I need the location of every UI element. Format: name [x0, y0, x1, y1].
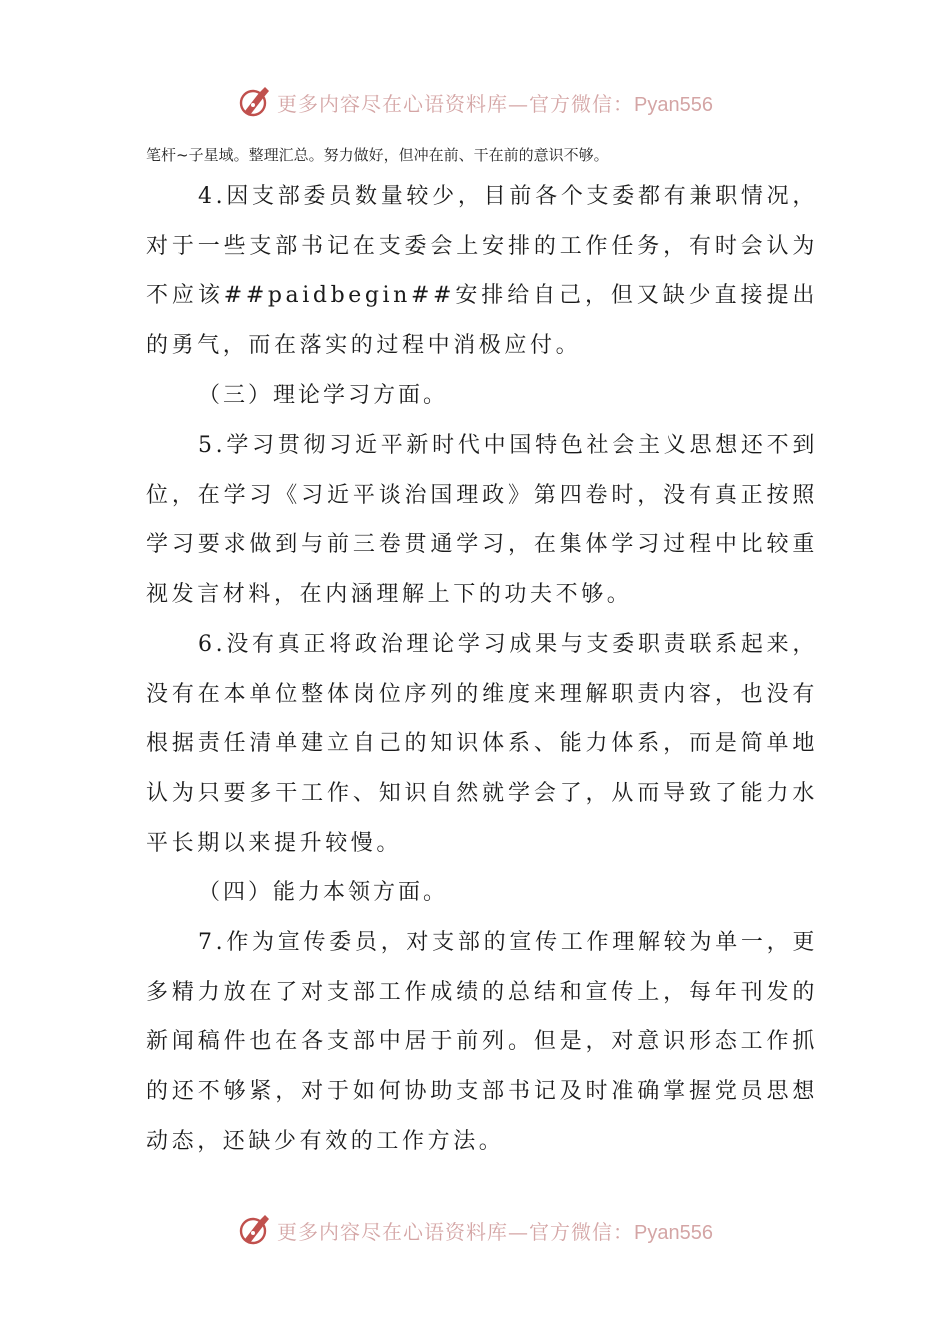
- continuation-line: 笔杆~子星域。整理汇总。努力做好，但冲在前、干在前的意识不够。: [146, 146, 609, 164]
- section-heading-ability: （四）能力本领方面。: [198, 880, 449, 905]
- footer-banner: [0, 1210, 950, 1250]
- pen-nib-circle-icon: [237, 84, 273, 120]
- banner-text: 更多内容尽在心语资料库—官方微信：Pyan556: [277, 91, 713, 116]
- paragraph-5: 5.学习贯彻习近平新时代中国特色社会主义思想还不到位，在学习《习近平谈治国理政》第四卷时，没有真正按照学习要求做到与前三卷贯通学习，在集体学习过程中比较重视发言材料，在内涵理解上下的功夫不够。: [146, 433, 818, 608]
- header-banner: [0, 82, 950, 122]
- paragraph-6: 6.没有真正将政治理论学习成果与支委职责联系起来，没有在本单位整体岗位序列的维度来理解职责内容，也没有根据责任清单建立自己的知识体系、能力体系，而是简单地认为只要多干工作、知识自然就学会了，从而导致了能力水平长期以来提升较慢。: [146, 632, 818, 856]
- pen-nib-circle-icon: [237, 1212, 273, 1248]
- paragraph-7: 7.作为宣传委员，对支部的宣传工作理解较为单一，更多精力放在了对支部工作成绩的总结和宣传上，每年刊发的新闻稿件也在各支部中居于前列。但是，对意识形态工作抓的还不够紧，对于如何协助支部书记及时准确掌握党员思想动态，还缺少有效的工作方法。: [146, 930, 818, 1154]
- wechat-id: Pyan556: [634, 93, 713, 116]
- section-heading-theory: （三）理论学习方面。: [198, 383, 449, 408]
- paragraph-4: 4.因支部委员数量较少，目前各个支委都有兼职情况，对于一些支部书记在支委会上安排的工作任务，有时会认为不应该##paidbegin##安排给自己，但又缺少直接提出的勇气，而在落实的过程中消极应付。: [146, 184, 818, 359]
- banner-text: 更多内容尽在心语资料库—官方微信：Pyan556: [277, 1219, 713, 1244]
- wechat-id: Pyan556: [634, 1221, 713, 1244]
